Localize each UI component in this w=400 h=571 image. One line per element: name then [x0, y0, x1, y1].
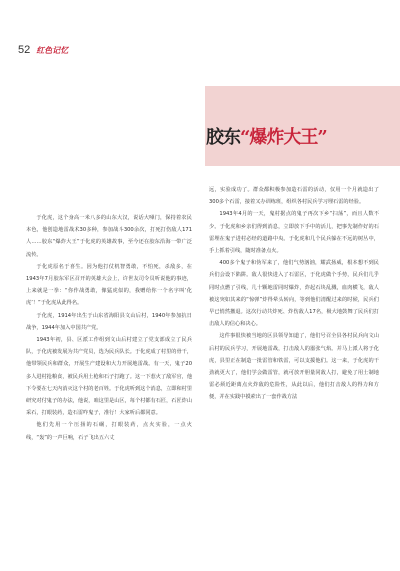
paragraph: 于化虎，1914年出生于山东省海阳县文山后村，1940年参加抗日战争，1944年加入中国共产党。	[26, 312, 192, 331]
paragraph: 于化虎原名于喜生。因为他打仗机智勇敢，不怕死，杀敌多，在1943年7月胶东军区召开的英雄大会上，许世友司令员听说他的事迹，上来就是一拳：“你作战勇敢，像猛虎似的，我赠给你一个名字叫‘化虎’！”于化虎从此得名。	[26, 263, 192, 307]
article-title	[206, 123, 327, 149]
title-highlight: “爆炸大王”	[240, 127, 327, 148]
paragraph: 于化虎，这个身高一米八多的山东大汉，说话大嗓门，保持着农民本色，他创造地雷战术30多种，参加战斗300余次，打死打伤敌人171人……胶东“爆炸大王”于化虎的英雄故事，至今还在胶东沿海一带广泛流传。	[26, 215, 192, 258]
paragraph: 1943年初，县、区派工作组到文山后村建立了党支部成立了民兵队，于化虎被发展为共产党员，选为民兵队长。于化虎成了村里的骨干，他带领民兵和群众，开展生产建设和大力开展地雷战。有一天，鬼子20多人进村抢粮食，被民兵用土枪和石子打跑了。这一下惹火了敌军官，他下令要在七天内消灭这个村的老百姓。于化虎听到这个消息，立即和村里研究对付鬼子的办法，他说，咱这里是山区，每个村都有石匠，石匠炸山采石，打眼装药，造石雷咋鬼子，准行！大家听后都同意。	[26, 337, 193, 417]
article-column-right	[209, 184, 379, 404]
paragraph: 400多个鬼子和伪军来了，他们气势汹汹，耀武扬威，根本想不到民兵们会设下陷阱。敌人很快进入了石雷区，于化虎做个手势，民兵们几乎同时点燃了引线，几十颗地雷同时爆炸，炸起石块乱溅，血肉横飞，敌人被这突如其来的“惊弹”炸得晕头转向，等到他们清醒过来的时候，民兵们早已悄然撤退。这次行动共炸死、炸伤敌人17名，极大地鼓舞了民兵们打击敌人的信心和决心。	[209, 260, 379, 328]
page-header	[18, 44, 68, 56]
title-prefix: 胶东	[206, 127, 240, 148]
paragraph: 远，实验成功了。群众都积极参加造石雷的活动，仅用一个月就造出了300多个石雷，接着又办训练班，组织各村民兵学习埋石雷的经验。	[209, 187, 379, 206]
paragraph: 这件事很快被当地的区县领导知道了，他们号召全县各村民兵向文山后村的民兵学习，开展地雷战，打击敌人的嚣张气焰。并马上派人将于化虎，县里正在制造一批雷管和铁雷，可以支援他们。这一来，于化虎的干劲就更大了，他们学会做雷管，就可放开胆量同敌人打，避免了用土制地雷必须近距离点火炸敌的危险性，从此以后，他们打击敌人的得力和方便，并在实践中摸索出了一套作战方法	[209, 333, 379, 401]
paragraph: 1943年4月的一天，鬼村据点的鬼子再次下乡“扫荡”，而且人数不少。于化虎和乡亲们得到消息，立即放下手中的活儿，把事先制作好的石雷埋在鬼子进村必经的道路中央。于化虎和几个民兵躲在不远的树丛中，手上抓着引线，随时准备点火。	[209, 211, 379, 255]
page-number: 52	[18, 44, 31, 56]
article-column-left	[26, 212, 192, 444]
column-name: 红色记忆	[36, 45, 69, 55]
paragraph: 他们先用一个压扬的石碾，打眼装药，点火实验，一点火线，“轰”的一声巨响，石子飞出五六丈	[26, 422, 192, 441]
